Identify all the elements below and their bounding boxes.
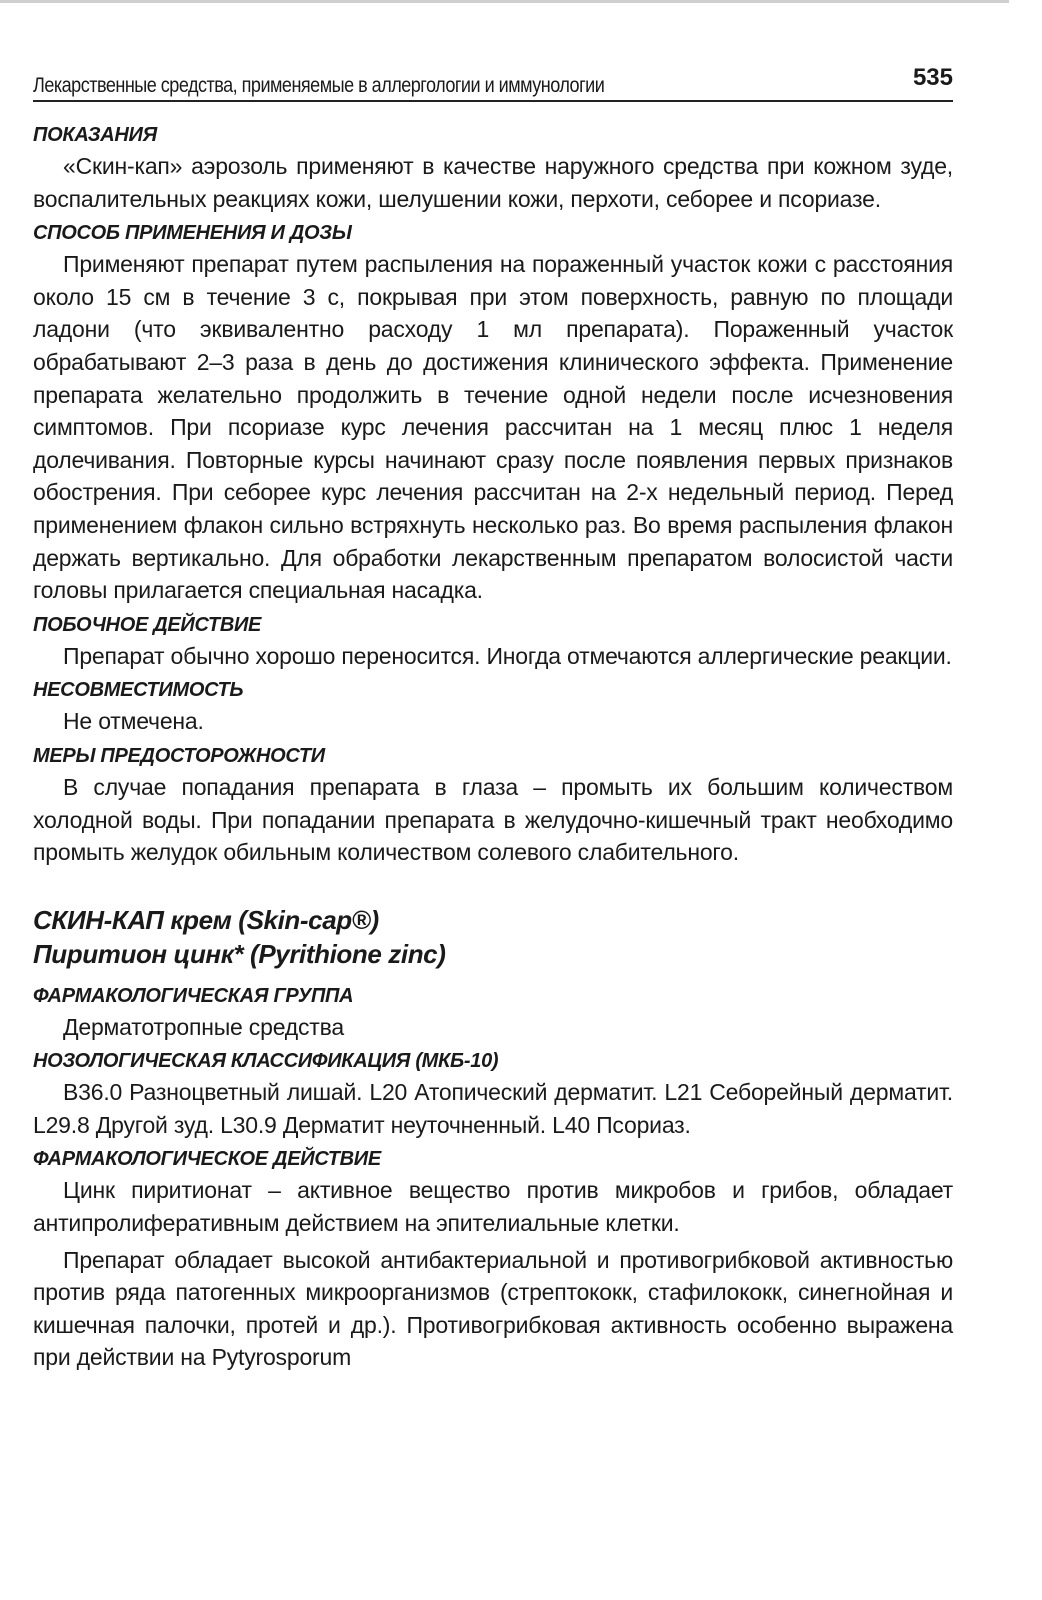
section-incompatibility <box>33 675 953 738</box>
product-substance: Пиритион цинк* (Pyrithione zinc) <box>33 938 446 969</box>
running-header <box>33 62 953 102</box>
section-dosage <box>33 218 953 607</box>
section-paragraph: Не отмечена. <box>63 708 204 735</box>
section-pharm-action <box>33 1144 953 1374</box>
book-page <box>33 0 953 1600</box>
product-title-block <box>33 903 953 971</box>
page-number: 535 <box>912 64 953 91</box>
section-paragraph: B36.0 Разноцветный лишай. L20 Атопический дерматит. L21 Себорейный дерматит. L29.8 Другой зуд. L30.9 Дерматит неуточненный. L40 Псориаз. <box>33 1079 953 1138</box>
section-heading: ФАРМАКОЛОГИЧЕСКОЕ ДЕЙСТВИЕ <box>33 1148 381 1171</box>
section-paragraph: Цинк пиритионат – активное вещество против микробов и грибов, обладает антипролиферативным действием на эпителиальные клетки. <box>33 1177 953 1237</box>
page-content <box>33 120 953 1374</box>
section-heading: МЕРЫ ПРЕДОСТОРОЖНОСТИ <box>33 744 325 767</box>
section-nosology <box>33 1046 953 1141</box>
running-title: Лекарственные средства, применяемые в аллергологии и иммунологии <box>33 74 605 97</box>
section-pharm-group <box>33 981 953 1044</box>
section-paragraph: В случае попадания препарата в глаза – промыть их большим количеством холодной воды. При попадании препарата в желудочно-кишечный тракт необходимо промыть желудок обильным количеством солевого слабительного. <box>33 773 953 866</box>
section-heading: ПОКАЗАНИЯ <box>33 124 157 146</box>
section-paragraph: «Скин-кап» аэрозоль применяют в качестве наружного средства при кожном зуде, воспалительных реакциях кожи, шелушении кожи, перхоти, себорее и псориазе. <box>33 153 953 212</box>
section-heading: ФАРМАКОЛОГИЧЕСКАЯ ГРУППА <box>33 984 354 1007</box>
section-paragraph: Препарат обычно хорошо переносится. Иногда отмечаются аллергические реакции. <box>63 642 952 669</box>
section-heading: НОЗОЛОГИЧЕСКАЯ КЛАССИФИКАЦИЯ (МКБ-10) <box>33 1050 499 1073</box>
section-paragraph: Применяют препарат путем распыления на пораженный участок кожи с расстояния около 15 см в течение 3 с, покрывая при этом поверхность, равную по площади ладони (что эквивалентно расходу 1 мл препарата). Пораженный участок обрабатывают 2–3 раза в день до достижения клинического эффекта. Применение препарата желательно продолжить в течение одной недели после исчезновения симптомов. При псориазе курс лечения рассчитан на 1 месяц плюс 1 неделя долечивания. Повторные курсы начинают сразу после появления первых признаков обострения. При себорее курс лечения рассчитан на 2-х недельный период. Перед применением флакон сильно встряхнуть несколько раз. Во время распыления флакон держать вертикально. Для обработки лекарственным препаратом волосистой части головы прилагается специальная насадка. <box>33 251 953 604</box>
section-indications <box>33 120 953 215</box>
section-heading: ПОБОЧНОЕ ДЕЙСТВИЕ <box>33 613 262 636</box>
section-heading: НЕСОВМЕСТИМОСТЬ <box>33 679 244 702</box>
section-heading: СПОСОБ ПРИМЕНЕНИЯ И ДОЗЫ <box>33 222 352 245</box>
product-title: СКИН-КАП крем (Skin-cap®) <box>33 904 379 935</box>
section-paragraph: Дерматотропные средства <box>63 1013 344 1040</box>
section-precautions <box>33 741 953 869</box>
section-paragraph: Препарат обладает высокой антибактериальной и противогрибковой активностью против ряда патогенных микроорганизмов (стрептококк, стафилококк, синегнойная и кишечная палочки, протей и др.). Противогрибковая активность особенно выражена при действии на Pytyrosporum <box>33 1246 953 1371</box>
section-side-effects <box>33 610 953 673</box>
